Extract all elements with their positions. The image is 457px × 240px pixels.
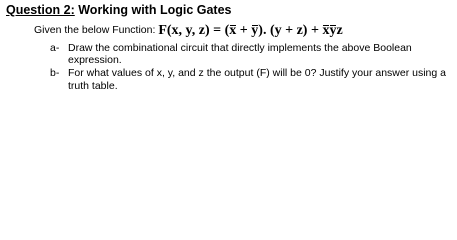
boolean-function (158, 24, 342, 38)
question-title: Working with Logic Gates (74, 3, 232, 17)
z-variable: z (336, 23, 343, 38)
question-document (0, 0, 457, 106)
given-label: Given the below Function: (34, 24, 156, 36)
task-marker-a: a- (50, 42, 60, 54)
function-lhs: F(x, y, z) = ( (158, 23, 230, 38)
y-complement-term2: y (329, 23, 337, 38)
task-marker-b: b- (50, 67, 60, 80)
given-function-line (34, 23, 343, 38)
task-text-a: Draw the combinational circuit that directly implements the above Boolean expression. (68, 42, 412, 67)
function-middle: ). (y + z) + (258, 23, 323, 38)
question-heading (6, 3, 232, 18)
task-item-b (50, 67, 457, 91)
question-number: Question 2: (6, 3, 75, 17)
y-complement: y (251, 23, 259, 38)
plus-operator: + (236, 23, 252, 38)
task-item-a (50, 42, 457, 66)
x-complement: x (229, 23, 237, 38)
x-complement-term2: x (322, 23, 330, 38)
task-text-b: For what values of x, y, and z the output (F) will be 0? Justify your answer using a truth table. (68, 67, 446, 92)
task-list (50, 42, 457, 92)
